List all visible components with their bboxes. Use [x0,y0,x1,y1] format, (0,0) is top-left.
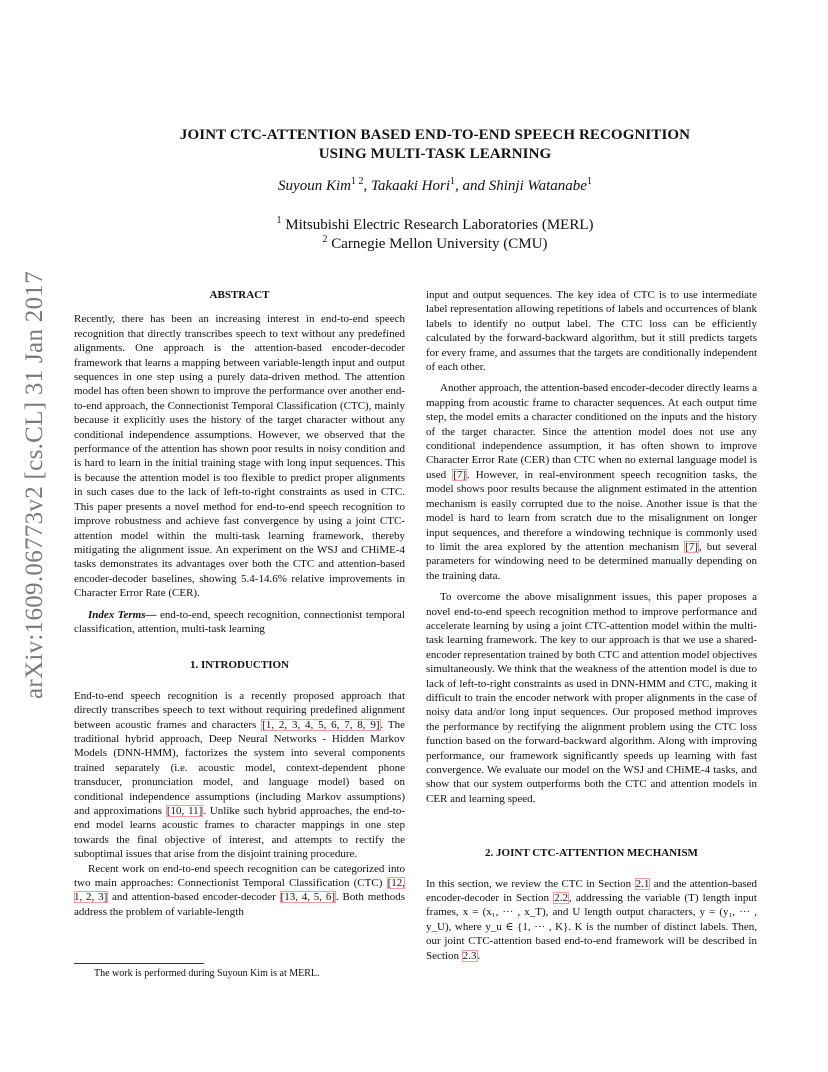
affiliation-1 [90,216,780,235]
intro-p1-text-c: . Unlike such hybrid approaches, the end-to-end model learns acoustic frames to character mappings in one step towards the final objective of interest, and attempts to rectify the suboptimal issues that arise from the disjoint training procedure. [74,805,405,861]
intro-p1-text-b: . The traditional hybrid approach, Deep Neural Networks - Hidden Markov Models (DNN-HMM), factorizes the system into several components trained separately (i.e. acoustic model, context-dependent phone transducer, pronunciation model, and language model) based on conditional independence assumptions (including Markov assumptions) and approximations [74,718,406,817]
title-line-2: USING MULTI-TASK LEARNING [318,146,552,162]
affiliation-2-sup: 2 [322,234,328,245]
title-line-1: JOINT CTC-ATTENTION BASED END-TO-END SPEECH RECOGNITION [179,127,691,143]
section-link[interactable]: 2.1 [635,877,650,890]
intro-p1-text-a: End-to-end speech recognition is a recently proposed approach that directly transcribes speech to text without requiring predefined alignment between acoustic frames and characters [74,689,405,731]
right-column [426,288,757,963]
footnote [74,963,405,979]
author-1: Suyoun Kim [278,178,351,194]
author-list: Suyoun Kim$^{1 2}$, Takaaki Hori$^1$, and Shinji Watanabe$^1$ [278,176,592,194]
sec2-text-c: , addressing the variable (T) length input frames, x = (x₁, ··· , x_T), and U length output characters, y = (y₁, ··· , y_U), where y_u ∈ {1, ··· , K}. K is the number of distinct labels. Then, our joint CTC-attention based end-to-end framework will be described in Section [426,892,757,962]
right-paragraph-3: To overcome the above misalignment issues, this paper proposes a novel end-to-end speech recognition method to improve performance and accelerate learning by using a joint CTC-attention model within the multi-task learning framework. The key to our approach is that we use a shared-encoder representation trained by both CTC and attention model objectives simultaneously. We think that the weakness of the attention model is due to lack of left-to-right constraints as used in DNN-HMM and CTC, making it difficult to train the encoder network with proper alignments in the case of noisy data and/or long input sequences. Our proposed method improves the performance by rectifying the alignment problem using the CTC loss function based on the forward-backward algorithm. Along with improving performance, our framework significantly speeds up learning with fast convergence. We evaluate our model on the WSJ and CHiME-4 tasks, and show that our system outperforms both the CTC and attention models in CER and learning speed. [426,591,757,805]
sec2-text-a: In this section, we review the CTC in Section [426,877,635,890]
affiliation-1-sup: 1 [276,215,282,226]
author-2: Takaaki Hori [370,178,450,194]
citation-link[interactable]: [7] [453,468,467,481]
intro-heading: 1. INTRODUCTION [189,659,289,672]
index-terms-text: end-to-end, speech recognition, connectionist temporal classification, attention, multi-task learning [74,608,406,635]
right-p2-text-a: Another approach, the attention-based encoder-decoder directly learns a mapping from acoustic frame to character sequences. At each output time step, the model emits a character conditioned on the inputs and the history of the target character. Since the attention model does not use any conditional independence assumption, it has often shown to improve Character Error Rate (CER) than CTC when no external language model is used [426,382,757,481]
section-2-heading: 2. JOINT CTC-ATTENTION MECHANISM [485,847,698,860]
right-paragraph-1: input and output sequences. The key idea of CTC is to use intermediate label representation allowing repetitions of labels and occurrences of blank labels to identify no output label. The CTC loss can be efficiently calculated by the forward-backward algorithm, but it still predicts targets for every frame, and assumes that the targets are conditionally independent of each other. [426,289,757,374]
abstract-text: Recently, there has been an increasing interest in end-to-end speech recognition that directly transcribes speech to text without any predefined alignments. One approach is the attention-based encoder-decoder framework that learns a mapping between variable-length input and output sequences in one step using a purely data-driven method. The attention model has often been shown to improve the performance over another end-to-end approach, the Connectionist Temporal Classification (CTC), mainly because it explicitly uses the history of the target character without any conditional independence assumptions. However, we observed that the performance of the attention has shown poor results in noisy condition and is hard to learn in the initial training stage with long input sequences. This is because the attention model is too flexible to predict proper alignments in such cases due to the lack of left-to-right constraints as used in CTC. This paper presents a novel method for end-to-end speech recognition to improve robustness and achieve fast convergence by using a joint CTC-attention model within the multi-task learning framework, thereby mitigating the alignment issue. An experiment on the WSJ and CHiME-4 tasks demonstrates its advantages over both the CTC and attention-based encoder-decoder baselines, showing 5.4-14.6% relative improvements in Character Error Rate (CER). [74,313,405,600]
author-1-sup: 1 2 [350,176,364,187]
citation-link[interactable]: [7] [685,540,698,553]
paper-title [90,126,780,164]
author-3-sup: 1 [586,176,592,187]
index-terms-dash: — [145,608,157,621]
affiliations [90,216,780,254]
index-terms-label: Index Terms [88,608,146,621]
citation-link[interactable]: [12, 1, 2, 3] [74,877,405,904]
section-2-paragraph [426,877,757,963]
affiliation-2-text: Carnegie Mellon University (CMU) [331,236,548,252]
intro-p2-text-c: . Both methods address the problem of variable-length [74,891,405,918]
footnote-text: The work is performed during Suyoun Kim is at MERL. [94,968,320,979]
footnote-rule [74,963,204,964]
author-2-sup: 1 [450,176,455,187]
affiliation-1-text: Mitsubishi Electric Research Laboratories (MERL) [285,217,594,233]
left-column [74,288,405,919]
affiliation-2 [90,235,780,254]
citation-link[interactable]: [10, 11] [166,805,203,817]
right-paragraph-2 [426,381,757,583]
citation-link[interactable]: [1, 2, 3, 4, 5, 6, 7, 8, 9] [262,718,380,731]
intro-p2-text-b: and attention-based encoder-decoder [108,891,280,904]
abstract-heading: ABSTRACT [209,289,270,301]
right-p2-text-c: , but several parameters for windowing need to be determined manually depending on the training data. [426,540,758,582]
citation-link[interactable]: [13, 4, 5, 6] [280,891,335,904]
section-link[interactable]: 2.3 [462,949,477,962]
arxiv-identifier [18,270,52,700]
right-p2-text-b: . However, in real-environment speech recognition tasks, the model shows poor results because the alignment estimated in the attention mechanism is easily corrupted due to the noise. Another issue is that the model is hard to learn from scratch due to the misalignment on longer input sequences, and therefore a windowing technique is commonly used to limit the area explored by the attention mechanism [426,468,757,553]
author-3: and Shinji Watanabe [462,178,587,194]
intro-p2-text-a: Recent work on end-to-end speech recognition can be categorized into two main approaches: Connectionist Temporal Classification (CTC) [74,862,405,890]
index-terms [74,608,405,637]
sec2-text-d: . [477,949,481,962]
intro-paragraph-1 [74,689,405,862]
sec2-text-b: and the attention-based encoder-decoder in Section [426,877,757,905]
arxiv-id-text: arXiv:1609.06773v2 [cs.CL] 31 Jan 2017 [21,270,49,700]
intro-paragraph-2 [74,862,405,920]
section-link[interactable]: 2.2 [554,892,568,905]
